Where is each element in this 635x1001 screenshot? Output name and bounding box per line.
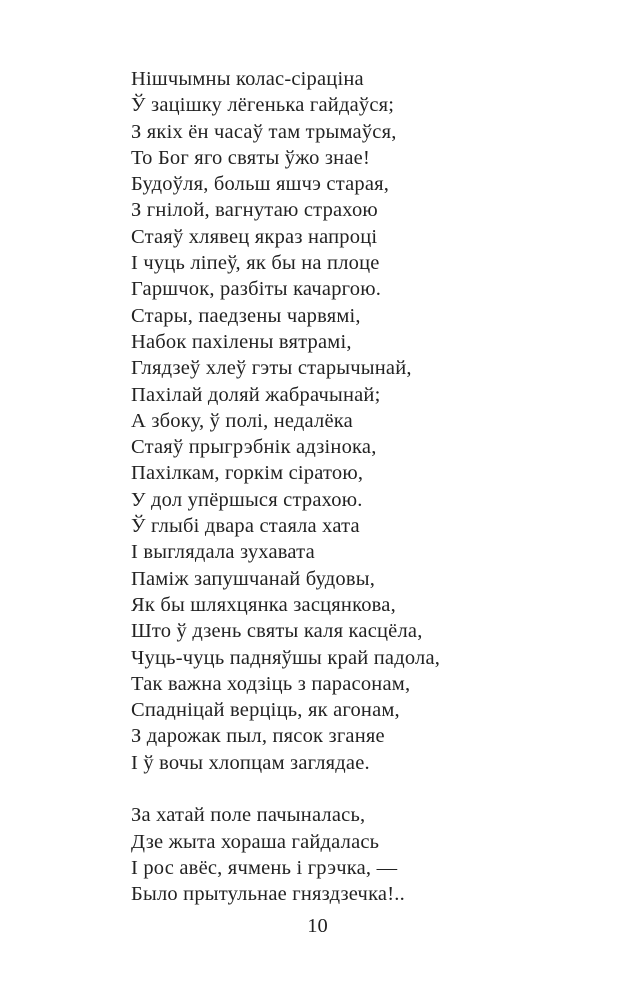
poem-line: З якіх ён часаў там трымаўся, [131, 120, 397, 143]
poem-line: І чуць ліпеў, як бы на плоце [131, 252, 380, 275]
poem-line: Стаяў хлявец якраз напроці [131, 225, 378, 248]
poem-line: Ў зацішку лёгенька гайдаўся; [131, 94, 395, 117]
poem-line: Стаяў прыгрэбнік адзінока, [131, 436, 377, 459]
poem-line: Пахілай доляй жабрачынай; [131, 383, 381, 406]
poem-line: Ў глыбі двара стаяла хата [131, 515, 360, 538]
poem-line: Гаршчок, разбіты качаргою. [131, 278, 382, 301]
poem-line: Як бы шляхцянка засцянкова, [131, 593, 396, 616]
poem-line: Дзе жыта хораша гайдалась [131, 830, 380, 853]
poem-line: І ў вочы хлопцам заглядае. [131, 751, 370, 774]
poem-line: Пахілкам, горкім сіратою, [131, 462, 364, 485]
poem-line: То Бог яго святы ўжо знае! [131, 146, 370, 169]
poem-line: За хатай поле пачыналась, [131, 804, 366, 827]
poem-line: І рос авёс, ячмень і грэчка, — [131, 856, 398, 879]
poem-line: Было прытульнае гняздзечка!.. [131, 883, 405, 906]
poem-line: Паміж запушчанай будовы, [131, 567, 376, 590]
poem-line: Нішчымны колас-сіраціна [131, 68, 364, 90]
poem-line: Стары, паедзены чарвямі, [131, 304, 361, 327]
poem-line: Што ў дзень святы каля касцёла, [131, 620, 423, 643]
stanza-1 [131, 66, 440, 776]
poem-line: А збоку, ў полі, недалёка [131, 409, 353, 432]
poem-line: Глядзеў хлеў гэты старычынай, [131, 357, 412, 380]
poem-line: У дол упёршыся страхою. [131, 488, 363, 511]
poem-line: З гнілой, вагнутаю страхою [131, 199, 378, 222]
poem-line: Будоўля, больш яшчэ старая, [131, 173, 390, 196]
poem-line: Так важна ходзіць з парасонам, [131, 672, 411, 695]
poem-line: Набок пахілены вятрамі, [131, 330, 352, 353]
page-number: 10 [307, 915, 328, 937]
stanza-2 [131, 802, 440, 907]
poem-line: Чуць-чуць падняўшы край падола, [131, 646, 441, 669]
poem-text [131, 66, 440, 908]
poem-line: Спадніцай верціць, як агонам, [131, 699, 400, 722]
poem-line: З дарожак пыл, пясок зганяе [131, 725, 385, 748]
poem-line: І выглядала зухавата [131, 541, 315, 564]
